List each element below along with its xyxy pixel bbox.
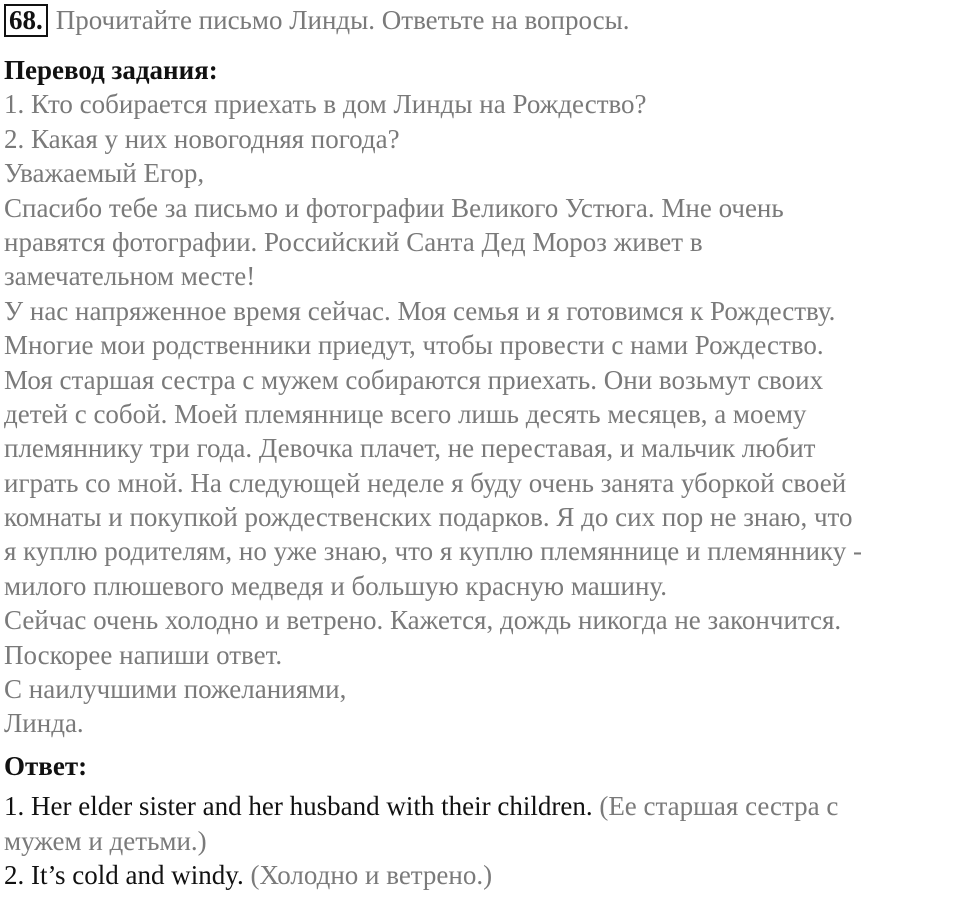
translation-heading: Перевод задания: [4,55,218,85]
answer-2-russian: (Холодно и ветрено.) [243,859,493,890]
letter-line: Линда. [4,708,84,739]
letter-line: нравятся фотографии. Российский Санта Дед Мороз живет в [4,226,703,257]
letter-line: Уважаемый Егор, [4,158,205,189]
answer-1-english: 1. Her elder sister and her husband with their children. [4,791,593,822]
letter-line: Поскорее напиши ответ. [4,639,283,670]
letter-line: играть со мной. На следующей неделе я буду очень занята уборкой своей [4,467,847,498]
letter-line: Многие мои родственники приедут, чтобы провести с нами Рождество. [4,330,824,361]
letter-line: детей с собой. Моей племяннице всего лишь десять месяцев, а моему [4,398,807,429]
answer-2 [4,858,956,892]
question-1: 1. Кто собирается приехать в дом Линды на Рождество? [4,89,647,120]
question-2: 2. Какая у них новогодняя погода? [4,123,400,154]
document-page [4,0,956,892]
task-number-box: 68. [4,4,48,37]
answer-list [4,789,956,892]
answer-1-russian-continued: мужем и детьми.) [4,825,207,856]
answer-heading: Ответ: [4,750,88,781]
letter-line: У нас напряженное время сейчас. Моя семья и я готовимся к Рождеству. [4,295,836,326]
letter-line: Сейчас очень холодно и ветрено. Кажется, дождь никогда не закончится. [4,605,842,636]
letter-line: Спасибо тебе за письмо и фотографии Великого Устюга. Мне очень [4,192,784,223]
task-header [4,0,956,40]
answer-section [4,749,956,893]
answer-2-english: 2. It’s cold and windy. [4,859,244,890]
letter-line: С наилучшими пожеланиями, [4,674,347,705]
answer-1-russian: (Ее старшая сестра с [592,791,839,822]
letter-line: замечательном месте! [4,261,256,292]
translation-section [4,53,956,741]
letter-line: комнаты и покупкой рождественских подарков. Я до сих пор не знаю, что [4,502,853,533]
task-instruction: Прочитайте письмо Линды. Ответьте на вопросы. [55,4,630,35]
letter-line: Моя старшая сестра с мужем собираются приехать. Они возьмут своих [4,364,824,395]
letter-line: милого плюшевого медведя и большую красную машину. [4,570,667,601]
letter-text [4,156,956,741]
letter-line: я куплю родителям, но уже знаю, что я куплю племяннице и племяннику - [4,536,862,567]
answer-1 [4,789,956,823]
letter-line: племяннику три года. Девочка плачет, не переставая, и мальчик любит [4,433,816,464]
